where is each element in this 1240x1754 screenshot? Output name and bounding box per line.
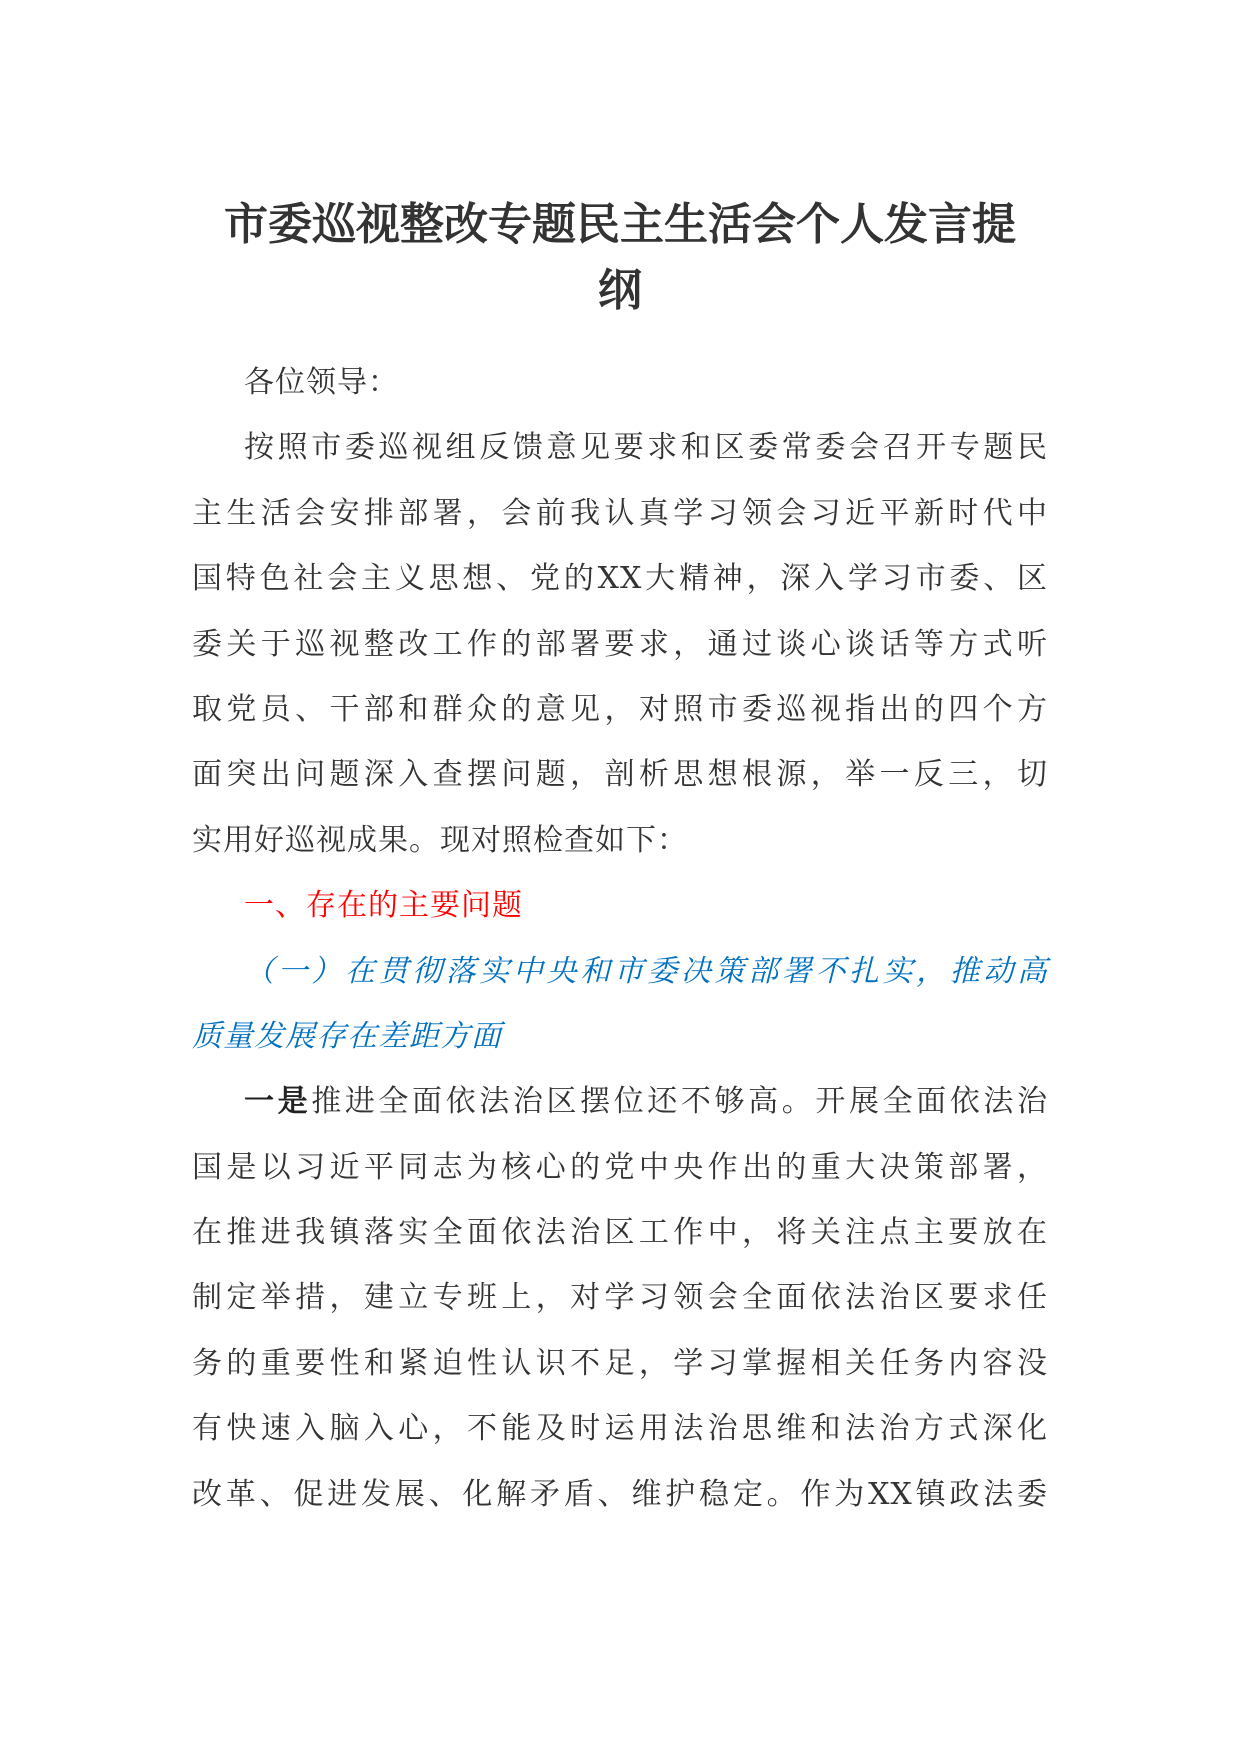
salutation: 各位领导： xyxy=(244,365,399,400)
section-heading: 一、存在的主要问题 xyxy=(244,888,523,924)
intro-line: 实用好巡视成果。现对照检查如下： xyxy=(192,822,688,858)
point-text: 推进全面依法治区摆位还不够高。开展全面依法治 xyxy=(311,1084,1049,1120)
point-line xyxy=(192,1069,1048,1134)
point-lead: 一是 xyxy=(244,1084,312,1120)
intro-line: 按照市委巡视组反馈意见要求和区委常委会召开专题民 xyxy=(244,430,1048,466)
intro-line: 取党员、干部和群众的意见，对照市委巡视指出的四个方 xyxy=(192,691,1048,727)
subsection-heading-line: （一）在贯彻落实中央和市委决策部署不扎实，推动高 xyxy=(244,953,1048,989)
document-title-line-1: 市委巡视整改专题民主生活会个人发言提 xyxy=(224,199,1016,250)
point-line: 国是以习近平同志为核心的党中央作出的重大决策部署， xyxy=(192,1149,1048,1185)
intro-line: 面突出问题深入查摆问题，剖析思想根源，举一反三，切 xyxy=(192,757,1048,793)
point-line: 有快速入脑入心，不能及时运用法治思维和法治方式深化 xyxy=(192,1411,1048,1447)
intro-line: 主生活会安排部署，会前我认真学习领会习近平新时代中 xyxy=(192,495,1048,531)
intro-line: 国特色社会主义思想、党的XX大精神，深入学习市委、区 xyxy=(192,561,1048,597)
point-line: 改革、促进发展、化解矛盾、维护稳定。作为XX镇政法委 xyxy=(192,1476,1048,1512)
point-line: 在推进我镇落实全面依法治区工作中，将关注点主要放在 xyxy=(192,1215,1048,1251)
point-line: 制定举措，建立专班上，对学习领会全面依法治区要求任 xyxy=(192,1280,1048,1316)
document-body xyxy=(192,350,1048,1527)
point-line: 务的重要性和紧迫性认识不足，学习掌握相关任务内容没 xyxy=(192,1345,1048,1381)
subsection-heading-line: 质量发展存在差距方面 xyxy=(192,1018,502,1054)
document-title-line-2: 纲 xyxy=(598,265,642,316)
intro-line: 委关于巡视整改工作的部署要求，通过谈心谈话等方式听 xyxy=(192,626,1048,662)
